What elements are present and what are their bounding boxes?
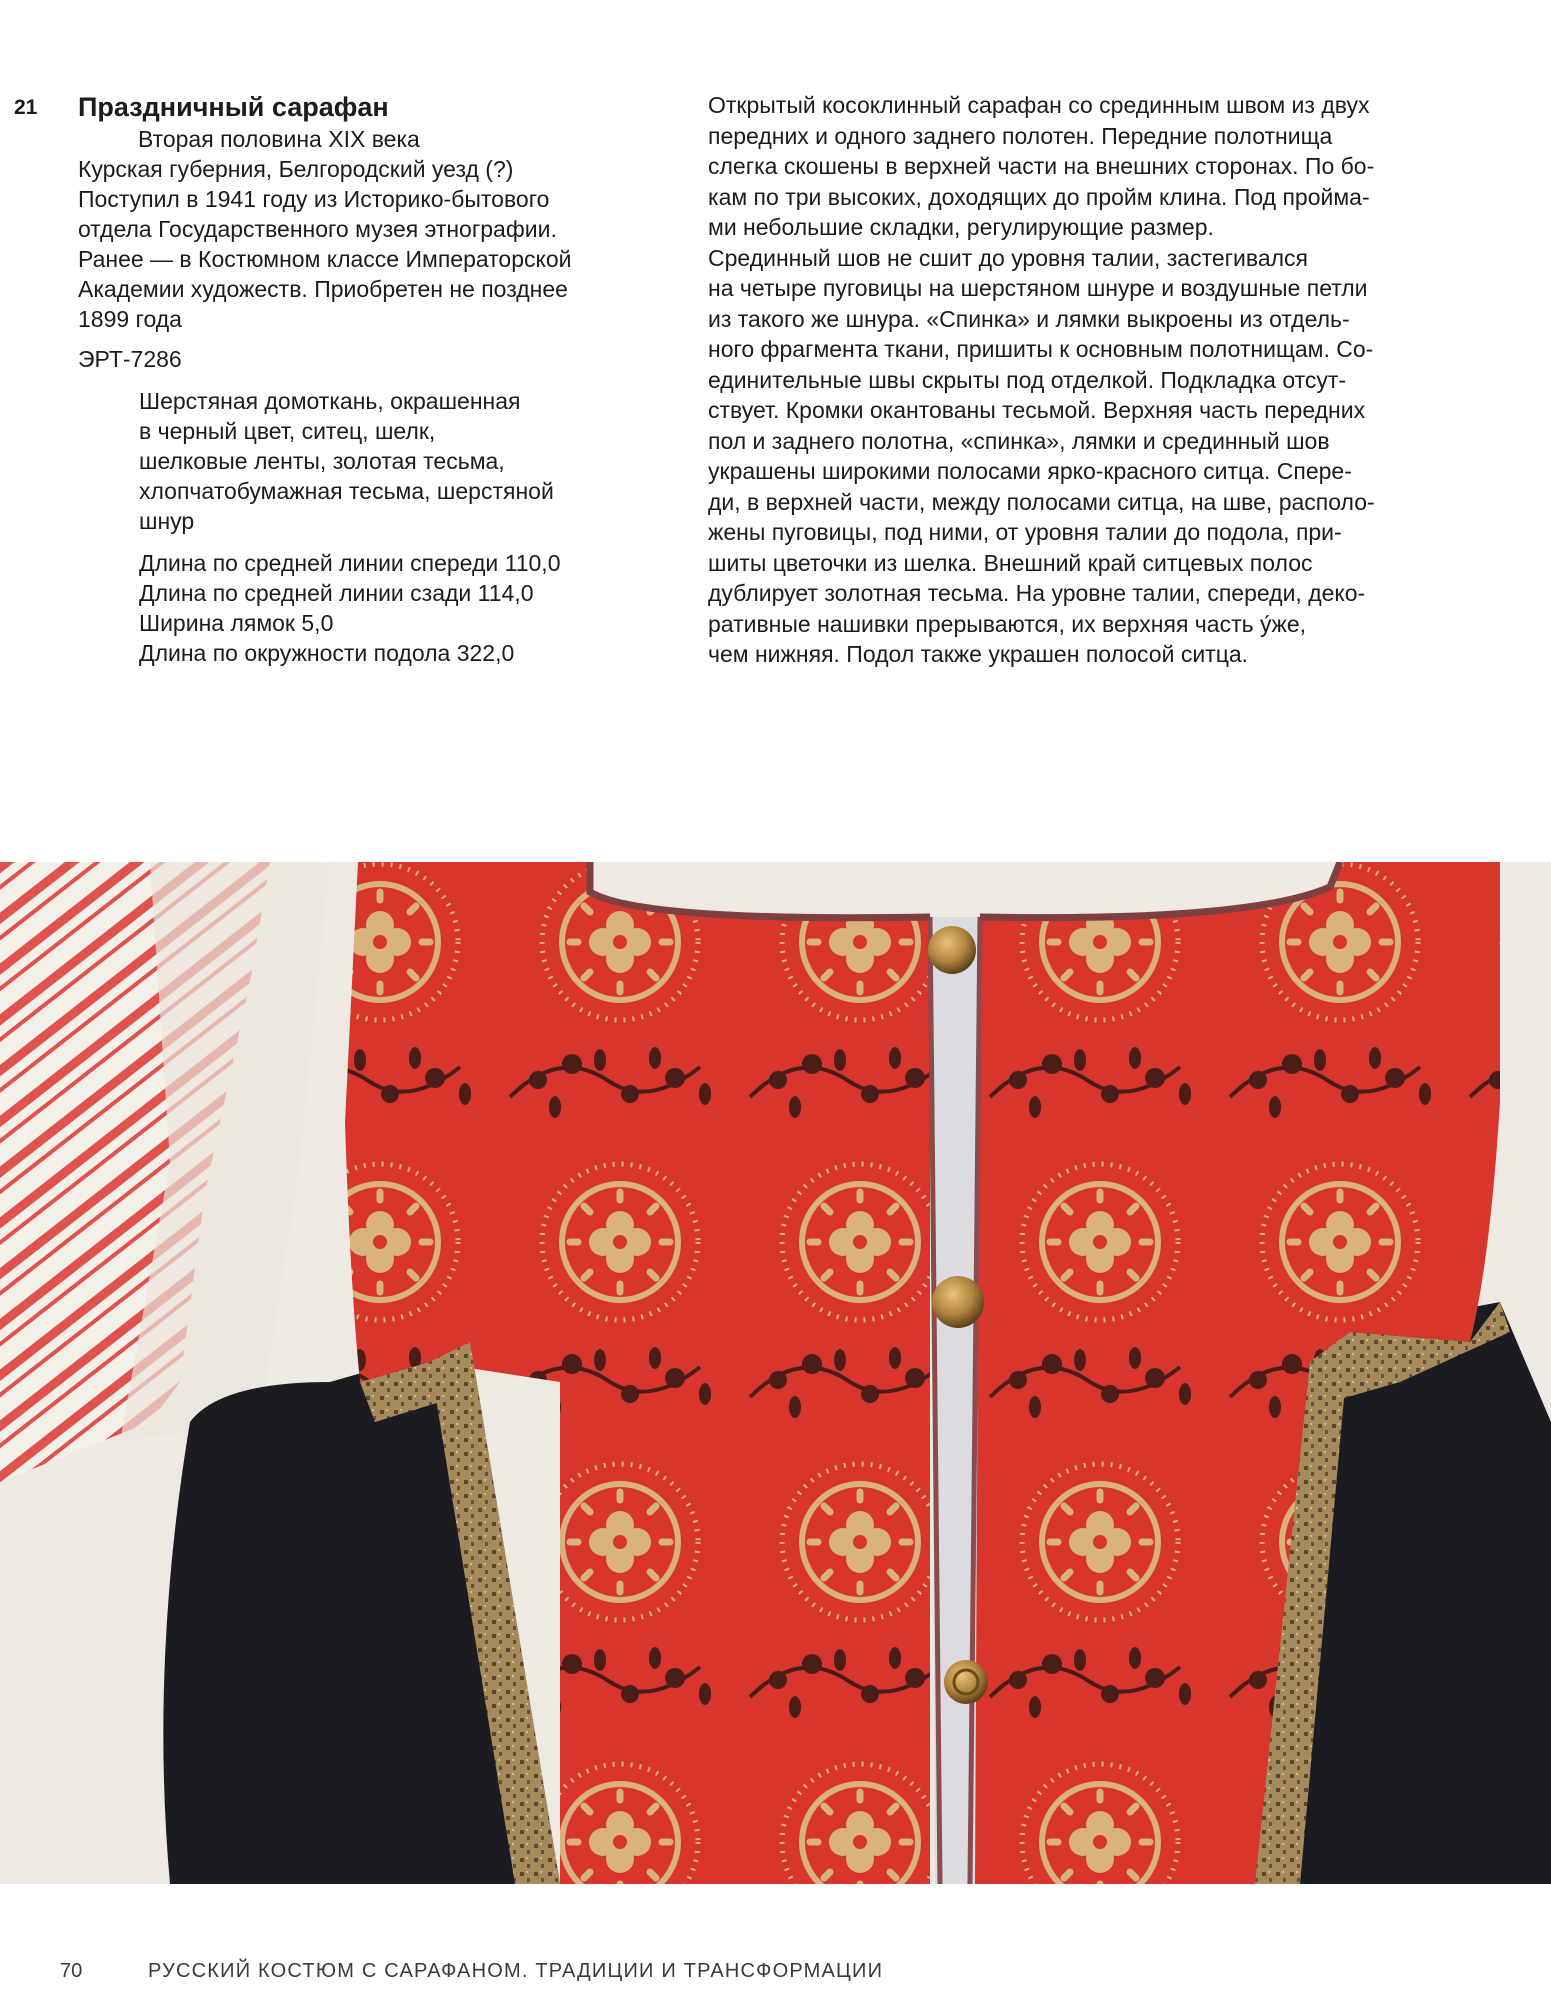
measurements	[78, 548, 678, 668]
description-line: единительные швы скрыты под отделкой. Подкладка отсут-	[708, 366, 1347, 393]
measurement-line: Длина по окружности подола 322,0	[139, 640, 515, 666]
provenance-line: Академии художеств. Приобретен не позднее	[78, 276, 568, 302]
page-number: 70	[60, 1960, 83, 1982]
provenance-line: отдела Государственного музея этнографии.	[78, 216, 557, 242]
description-line: слегка скошены в верхней части на внешних сторонах. По бо-	[708, 153, 1375, 179]
description-line: ди, в верхней части, между полосами ситца, на шве, располо-	[708, 488, 1375, 515]
description-line: дублирует золотная тесьма. На уровне талии, спереди, деко-	[708, 580, 1366, 606]
description-line: пол и заднего полотна, «спинка», лямки и срединный шов	[708, 427, 1330, 454]
entry-date: Вторая половина XIX века	[138, 126, 420, 152]
description-line: из такого же шнура. «Спинка» и лямки выкроены из отдель-	[708, 305, 1350, 332]
description-line: на четыре пуговицы на шерстяном шнуре и воздушные петли	[708, 275, 1368, 301]
description-line: Открытый косоклинный сарафан со срединным швом из двух	[708, 92, 1370, 118]
provenance-line: Курская губерния, Белгородский уезд (?)	[78, 156, 514, 182]
provenance	[78, 154, 678, 334]
description-line: ствует. Кромки окантованы тесьмой. Верхняя часть передних	[708, 397, 1366, 423]
materials	[78, 386, 678, 536]
inventory-number: ЭРТ-7286	[78, 346, 182, 372]
description-line: ми небольшие складки, регулирующие размер.	[708, 214, 1214, 240]
description-line: ративные нашивки прерываются, их верхняя часть у́же,	[708, 610, 1307, 637]
sarafan-illustration	[0, 862, 1551, 1884]
provenance-line: Ранее — в Костюмном классе Императорской	[78, 246, 572, 272]
description-text	[708, 90, 1490, 670]
brass-button	[928, 926, 976, 974]
entry-title: Праздничный сарафан	[78, 92, 389, 122]
measurement-line: Длина по средней линии спереди 110,0	[139, 550, 561, 576]
materials-line: хлопчатобумажная тесьма, шерстяной	[139, 478, 554, 504]
sarafan-detail-photo	[0, 862, 1551, 1884]
catalog-entry-metadata	[78, 90, 678, 668]
brass-button	[944, 1660, 988, 1704]
description-line: передних и одного заднего полотен. Передние полотнища	[708, 122, 1333, 149]
description-line: жены пуговицы, под ними, от уровня талии до подола, при-	[708, 519, 1342, 545]
materials-line: шелковые ленты, золотая тесьма,	[139, 448, 505, 474]
provenance-line: Поступил в 1941 году из Историко-бытового	[78, 186, 550, 212]
description-line: шиты цветочки из шелка. Внешний край ситцевых полос	[708, 549, 1313, 576]
description-line: кам по три высоких, доходящих до пройм клина. Под пройма-	[708, 183, 1370, 210]
measurement-line: Длина по средней линии сзади 114,0	[139, 580, 534, 606]
description-line: ного фрагмента ткани, пришиты к основным полотнищам. Со-	[708, 336, 1374, 362]
brass-button	[932, 1276, 984, 1328]
materials-line: шнур	[139, 508, 195, 534]
description-line: чем нижняя. Подол также украшен полосой ситца.	[708, 641, 1249, 667]
provenance-line: 1899 года	[78, 306, 182, 332]
materials-line: в черный цвет, ситец, шелк,	[139, 418, 436, 444]
measurement-line: Ширина лямок 5,0	[139, 610, 334, 636]
materials-line: Шерстяная домоткань, окрашенная	[139, 388, 521, 414]
running-head: РУССКИЙ КОСТЮМ С САРАФАНОМ. ТРАДИЦИИ И ТРАНСФОРМАЦИИ	[148, 1960, 884, 1982]
description-line: украшены широкими полосами ярко-красного ситца. Спере-	[708, 458, 1352, 484]
catalog-entry-number: 21	[14, 96, 38, 119]
description-line: Срединный шов не сшит до уровня талии, застегивался	[708, 244, 1309, 271]
